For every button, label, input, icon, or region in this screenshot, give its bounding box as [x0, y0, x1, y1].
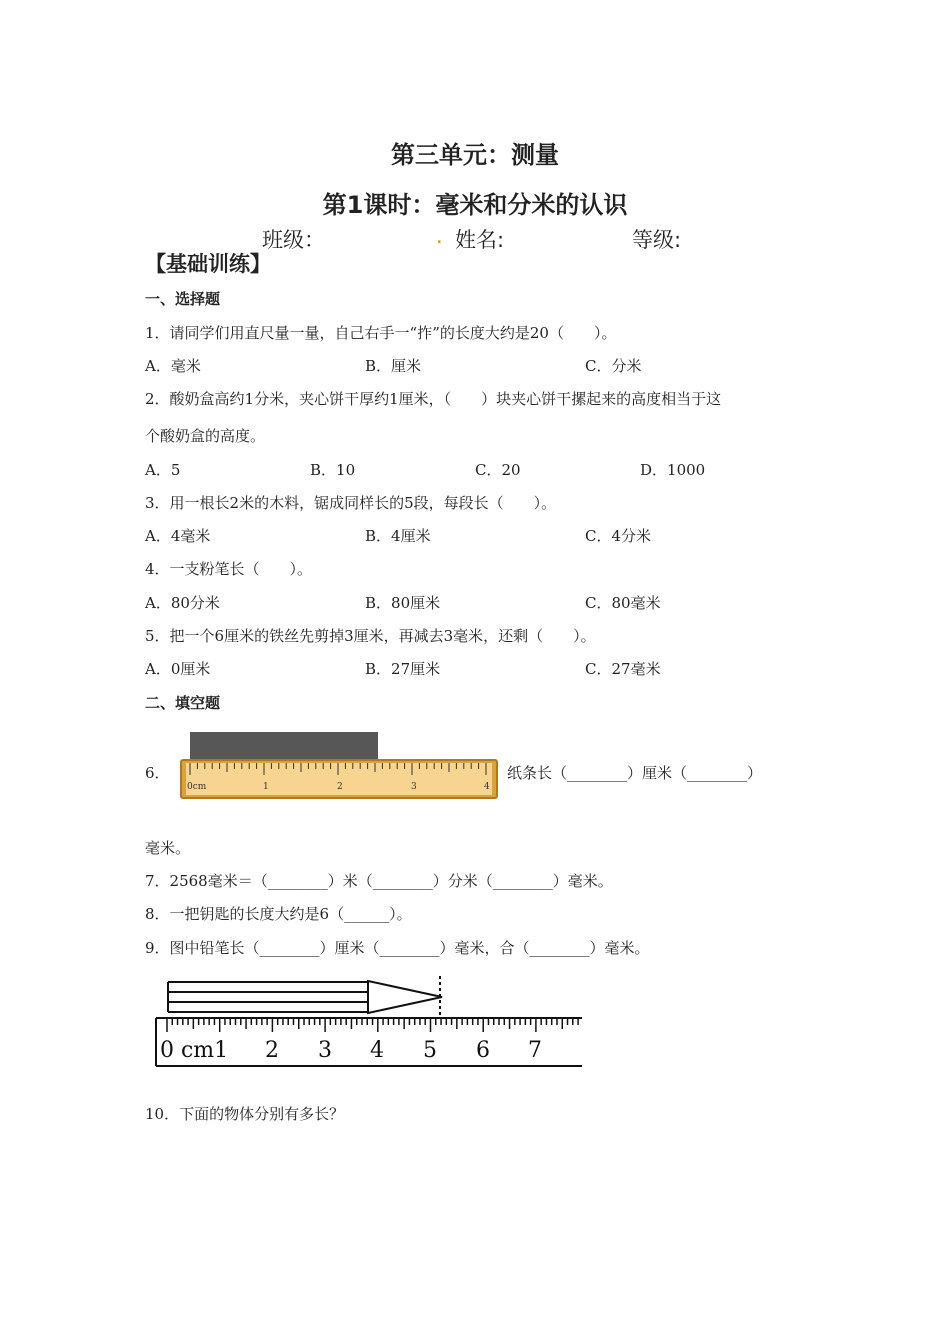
ruler-label-4: 4	[370, 1038, 384, 1063]
question-2: 2．酸奶盒高约1分米，夹心饼干厚约1厘米，（ ）块夹心饼干摞起来的高度相当于这	[145, 390, 722, 408]
ruler-ticks	[167, 1018, 578, 1032]
decor-dot: .	[436, 224, 443, 248]
question-2-cont: 个酸奶盒的高度。	[145, 427, 266, 445]
question-7: 7．2568毫米＝（________）米（________）分米（________）毫米。	[145, 872, 613, 890]
section-heading-choice: 一、选择题	[145, 290, 221, 308]
name-label: 姓名:	[455, 228, 505, 252]
ruler-label-1: 1	[263, 782, 269, 792]
question-6: 纸条长（________）厘米（________）	[507, 764, 763, 782]
q4-option-c: C．80毫米	[585, 594, 661, 612]
question-5: 5．把一个6厘米的铁丝先剪掉3厘米，再减去3毫米，还剩（ ）。	[145, 627, 596, 645]
question-10: 10．下面的物体分别有多长？	[145, 1105, 345, 1123]
ruler-label-5: 5	[423, 1038, 437, 1063]
ruler-label-0: 0cm	[187, 782, 207, 792]
question-6-cont: 毫米。	[145, 839, 191, 857]
section-heading-fill: 二、填空题	[145, 694, 221, 712]
grade-label: 等级:	[632, 228, 682, 252]
q1-option-c: C．分米	[585, 357, 642, 375]
q4-option-a: A．80分米	[145, 594, 220, 612]
ruler-label-2: 2	[265, 1038, 279, 1063]
paper-strip	[190, 732, 378, 760]
training-title: 【基础训练】	[145, 252, 271, 276]
q5-option-b: B．27厘米	[365, 660, 441, 678]
ruler-label-6: 6	[476, 1038, 490, 1063]
q5-option-c: C．27毫米	[585, 660, 661, 678]
pencil	[168, 981, 442, 1013]
q3-option-a: A．4毫米	[145, 527, 211, 545]
question-3: 3．用一根长2米的木料，锯成同样长的5段，每段长（ ）。	[145, 494, 557, 512]
q1-option-b: B．厘米	[365, 357, 422, 375]
class-label: 班级：	[262, 228, 325, 252]
q1-option-a: A．毫米	[145, 357, 201, 375]
q2-option-a: A．5	[145, 461, 181, 479]
q2-option-b: B．10	[310, 461, 356, 479]
q3-option-c: C．4分米	[585, 527, 652, 545]
ruler-label-2: 2	[337, 782, 343, 792]
q4-option-b: B．80厘米	[365, 594, 441, 612]
question-8: 8．一把钥匙的长度大约是6（______）。	[145, 905, 412, 923]
q3-option-b: B．4厘米	[365, 527, 431, 545]
ruler-label-4: 4	[484, 782, 490, 792]
ruler-label-0-1: 0 cm1	[160, 1038, 229, 1063]
paper-strip-ruler-figure	[180, 730, 500, 800]
q5-option-a: A．0厘米	[145, 660, 211, 678]
q2-option-d: D．1000	[640, 461, 706, 479]
ruler-label-3: 3	[318, 1038, 332, 1063]
ruler-label-7: 7	[528, 1038, 542, 1063]
question-9: 9．图中铅笔长（________）厘米（________）毫米，合（________）毫米。	[145, 939, 650, 957]
ruler-label-3: 3	[411, 782, 417, 792]
pencil-ruler-figure	[150, 972, 610, 1076]
q2-option-c: C．20	[475, 461, 521, 479]
lesson-subtitle: 第1课时：毫米和分米的认识	[322, 191, 628, 219]
question-6-number: 6．	[145, 764, 170, 782]
page-title: 第三单元：测量	[391, 141, 559, 169]
question-4: 4．一支粉笔长（ ）。	[145, 560, 313, 578]
question-1: 1．请同学们用直尺量一量，自己右手一“拃”的长度大约是20（ ）。	[145, 324, 617, 342]
